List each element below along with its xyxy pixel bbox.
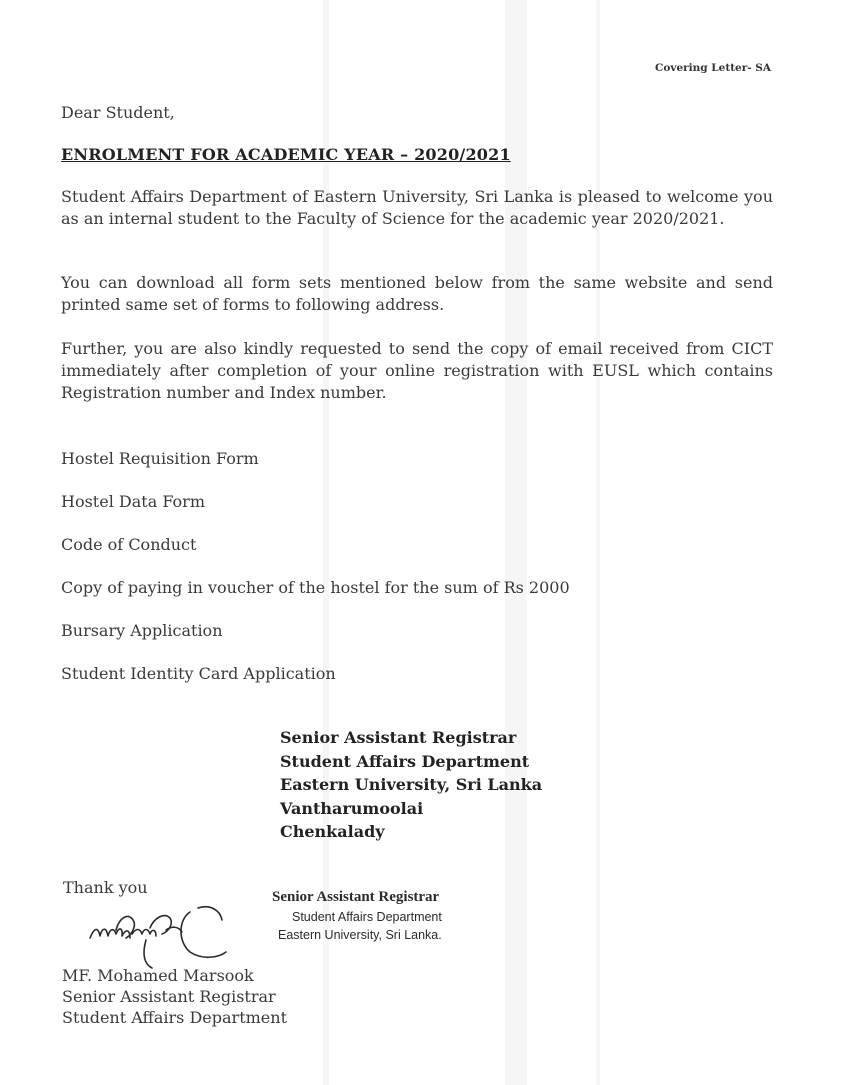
address-line: Senior Assistant Registrar <box>280 728 517 747</box>
form-list <box>61 448 570 706</box>
stamp-line: Senior Assistant Registrar <box>272 889 440 905</box>
paragraph-welcome: Student Affairs Department of Eastern University, Sri Lanka is pleased to welcome you as an internal student to the Faculty of Science for the academic year 2020/2021. <box>61 187 773 228</box>
paragraph-download: You can download all form sets mentioned below from the same website and send printed same set of forms to following address. <box>61 273 773 314</box>
postal-address <box>280 726 542 844</box>
address-line: Student Affairs Department <box>280 751 530 771</box>
form-item: Bursary Application <box>61 621 223 640</box>
official-stamp <box>272 889 442 942</box>
form-item: Hostel Requisition Form <box>61 449 259 468</box>
stamp-line: Eastern University, Sri Lanka. <box>278 928 442 942</box>
form-item: Student Identity Card Application <box>61 664 336 683</box>
stamp-line: Student Affairs Department <box>292 910 442 924</box>
signatory-department: Student Affairs Department <box>62 1008 287 1027</box>
scan-streak <box>596 0 600 1085</box>
address-line: Eastern University, Sri Lanka <box>280 775 543 794</box>
form-item: Copy of paying in voucher of the hostel for the sum of Rs 2000 <box>61 578 570 597</box>
closing: Thank you <box>63 878 148 897</box>
document-reference: Covering Letter- SA <box>654 62 771 74</box>
form-item: Hostel Data Form <box>61 492 205 511</box>
signatory-name: MF. Mohamed Marsook <box>62 966 254 985</box>
address-line: Chenkalady <box>280 822 385 841</box>
signatory-block <box>62 965 287 1028</box>
signatory-title: Senior Assistant Registrar <box>62 987 276 1006</box>
address-line: Vantharumoolai <box>280 798 424 818</box>
subject-heading: ENROLMENT FOR ACADEMIC YEAR – 2020/2021 <box>61 145 511 164</box>
paragraph-email-request: Further, you are also kindly requested to send the copy of email received from CICT immediately after completion of your online registration with EUSL which contains Registration number and Index number. <box>61 339 773 402</box>
salutation: Dear Student, <box>61 103 175 122</box>
form-item: Code of Conduct <box>61 535 197 554</box>
handwritten-signature <box>86 898 246 970</box>
